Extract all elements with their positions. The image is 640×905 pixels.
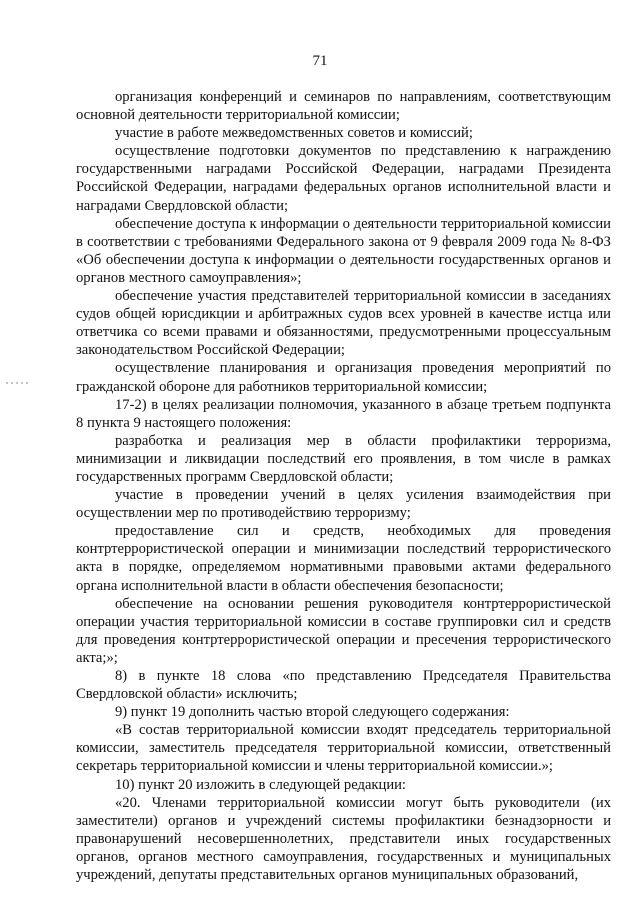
paragraph: обеспечение участия представителей территориальной комиссии в заседаниях судов общей юрисдикции и арбитражных судов всех уровней в качестве истца или ответчика со всеми правами и обязанностями, предусмотренными процессуальным законодательством Российской Федерации; xyxy=(76,288,611,359)
paragraph: разработка и реализация мер в области профилактики терроризма, минимизации и ликвидации последствий его проявления, в том числе в рамках государственных программ Свердловской области; xyxy=(76,432,611,485)
document-body xyxy=(76,88,611,884)
paragraph: участие в работе межведомственных советов и комиссий; xyxy=(115,125,473,142)
margin-scan-mark xyxy=(6,382,28,384)
paragraph: 8) в пункте 18 слова «по представлению Председателя Правительства Свердловской области» исключить; xyxy=(76,668,611,703)
paragraph: обеспечение на основании решения руководителя контртеррористической операции участия территориальной комиссии в составе группировки сил и средств для проведения контртеррористической операции и пресечения террористического акта;»; xyxy=(76,595,611,666)
paragraph: 9) пункт 19 дополнить частью второй следующего содержания: xyxy=(115,704,510,721)
paragraph: осуществление подготовки документов по представлению к награждению государственными наградами Российской Федерации, наградами Президента Российской Федерации, наградами федеральных органов исполнительной власти и наградами Свердловской области; xyxy=(76,143,611,214)
paragraph: осуществление планирования и организация проведения мероприятий по гражданской обороне для работников территориальной комиссии; xyxy=(76,360,611,395)
paragraph: «20. Членами территориальной комиссии могут быть руководители (их заместители) органов и учреждений системы профилактики безнадзорности и правонарушений несовершеннолетних, представители иных государственных органов, органов местного самоуправления, государственных и муниципальных учреждений, депутаты представительных органов муниципальных образований, xyxy=(76,794,611,884)
paragraph: 10) пункт 20 изложить в следующей редакции: xyxy=(115,776,406,793)
paragraph: участие в проведении учений в целях усиления взаимодействия при осуществлении мер по противодействию терроризму; xyxy=(76,487,611,522)
paragraph: организация конференций и семинаров по направлениям, соответствующим основной деятельности территориальной комиссии; xyxy=(76,89,611,124)
page-number: 71 xyxy=(312,53,328,69)
paragraph: предоставление сил и средств, необходимых для проведения контртеррористической операции и минимизации последствий террористического акта в порядке, определяемом нормативными правовыми актами федерального органа исполнительной власти в области обеспечения безопасности; xyxy=(76,523,611,594)
paragraph: 17-2) в целях реализации полномочия, указанного в абзаце третьем подпункта 8 пункта 9 настоящего положения: xyxy=(76,396,611,431)
paragraph: «В состав территориальной комиссии входят председатель территориальной комиссии, заместитель председателя территориальной комиссии, ответственный секретарь территориальной комиссии и члены территориальной комиссии.»; xyxy=(76,722,611,775)
paragraph: обеспечение доступа к информации о деятельности территориальной комиссии в соответствии с требованиями Федерального закона от 9 февраля 2009 года № 8-ФЗ «Об обеспечении доступа к информации о деятельности государственных органов и органов местного самоуправления»; xyxy=(76,215,611,286)
